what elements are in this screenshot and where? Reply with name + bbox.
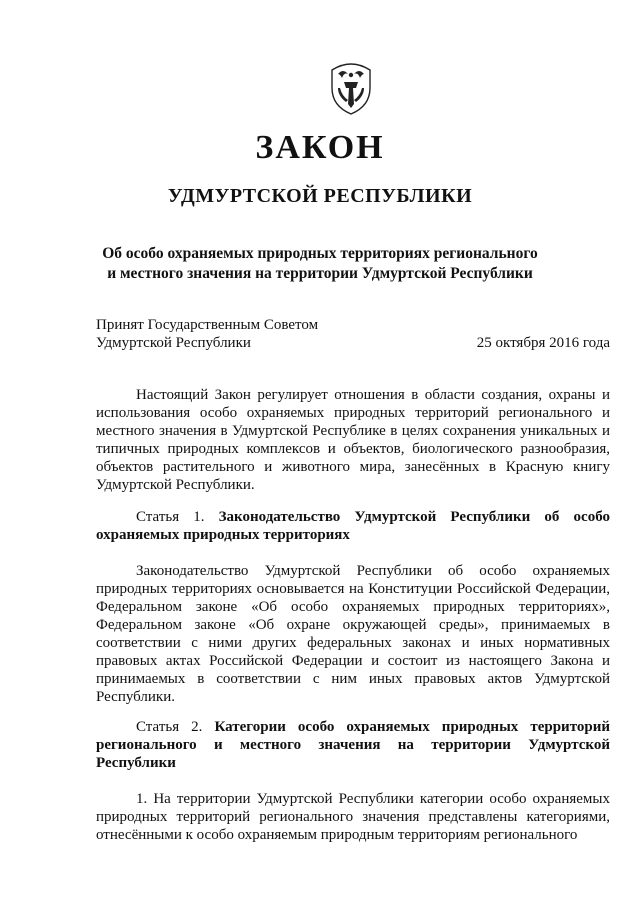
document-title-line-2: и местного значения на территории Удмуртской Республики xyxy=(107,265,533,282)
article-2-body xyxy=(96,790,610,844)
law-subtitle: УДМУРТСКОЙ РЕСПУБЛИКИ xyxy=(167,185,473,207)
article-1-body xyxy=(96,562,610,706)
coat-of-arms-icon xyxy=(326,58,376,116)
article-1-heading xyxy=(96,508,610,544)
article-2-title: Категории особо охраняемых природных территорий регионального и местного значения на территории Удмуртской Республики xyxy=(96,719,610,771)
preamble-paragraph: Настоящий Закон регулирует отношения в области создания, охраны и использования особо охраняемых природных территорий регионального и местного значения в Удмуртской Республике в целях сохранения уникальных и типичных природных комплексов и объектов, биологического разнообразия, объектов растительного и животного мира, занесённых в Красную книгу Удмуртской Республики. xyxy=(96,387,610,493)
adoption-info xyxy=(96,316,318,352)
article-1-title: Законодательство Удмуртской Республики об особо охраняемых природных территориях xyxy=(96,509,610,543)
adoption-line-1: Принят Государственным Советом xyxy=(96,317,319,333)
document-title-line-1: Об особо охраняемых природных территориях регионального xyxy=(102,245,538,262)
article-2-heading xyxy=(96,718,610,772)
adoption-date: 25 октября 2016 года xyxy=(476,335,610,351)
document-title xyxy=(0,244,640,284)
law-title: ЗАКОН xyxy=(255,129,385,166)
preamble-block xyxy=(96,386,610,494)
article-2-text: 1. На территории Удмуртской Республики категории особо охраняемых природных территорий регионального значения представлены категориями, отнесёнными к особо охраняемым природным территориям регионального xyxy=(96,791,610,843)
article-1-text: Законодательство Удмуртской Республики об особо охраняемых природных территориях основывается на Конституции Российской Федерации, Федеральном законе «Об особо охраняемых природных территориях», Федеральном законе «Об охране окружающей среды», принимаемых в соответствии с ними других федеральных законах и иных нормативных правовых актах Российской Федерации и состоит из настоящего Закона и принимаемых в соответствии с ним иных правовых актов Удмуртской Республики. xyxy=(96,563,610,705)
article-2-label: Статья 2. xyxy=(136,719,215,735)
adoption-line-2: Удмуртской Республики xyxy=(96,335,251,351)
article-1-label: Статья 1. xyxy=(136,509,219,525)
